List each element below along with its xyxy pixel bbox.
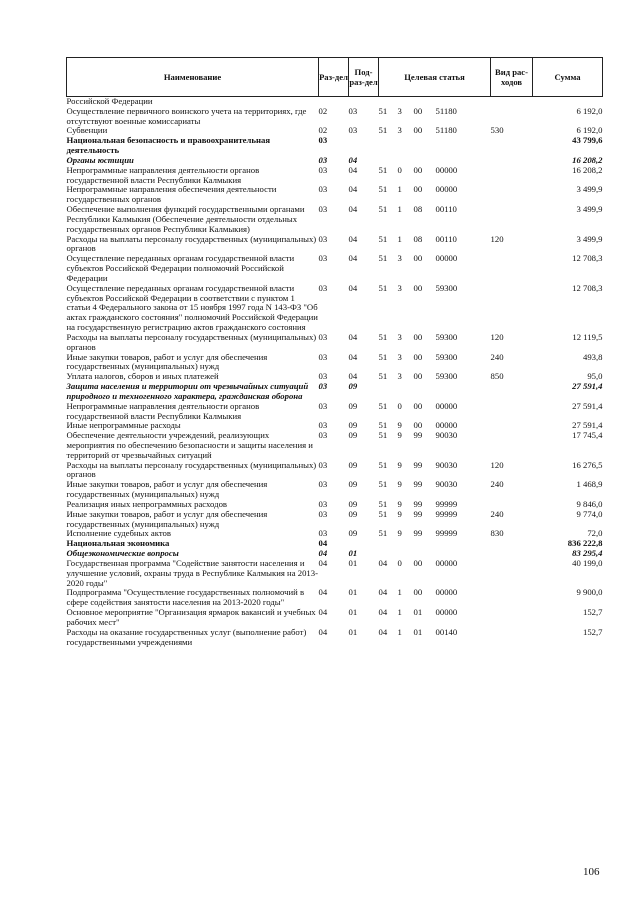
table-row [67, 254, 603, 283]
row-target-direction: 00000 [435, 420, 458, 431]
row-expense-type: 530 [490, 125, 504, 136]
table-row [67, 588, 603, 608]
row-sum: 1 468,9 [576, 479, 603, 490]
row-target-direction: 59300 [435, 371, 458, 382]
header-target: Целевая статья [379, 58, 491, 97]
row-target-event: 08 [413, 204, 423, 215]
row-expense-type [491, 431, 533, 460]
row-target-event: 99 [413, 459, 423, 470]
page-number: 106 [583, 866, 600, 878]
row-target-event: 08 [413, 233, 423, 244]
row-target-program: 51 [378, 331, 388, 342]
row-target-subprogram: 1 [397, 204, 402, 215]
row-target-direction: 00000 [435, 557, 458, 568]
row-podrazdel: 04 [348, 331, 358, 342]
row-expense-type [491, 382, 533, 402]
row-expense-type: 240 [490, 351, 504, 362]
row-target-subprogram: 9 [397, 459, 402, 470]
row-target-direction: 00140 [435, 626, 458, 637]
row-sum: 6 192,0 [576, 125, 603, 136]
row-target-subprogram: 9 [397, 528, 402, 539]
row-target-subprogram: 3 [397, 282, 402, 293]
table-row [67, 333, 603, 353]
row-podrazdel: 04 [348, 351, 358, 362]
row-expense-type [491, 421, 533, 431]
row-target-direction: 51180 [435, 125, 457, 136]
row-name: Защита населения и территории от чрезвычайных ситуаций природного и техногенного характера, гражданская оборона [66, 381, 309, 401]
row-target-event: 99 [413, 498, 423, 509]
header-vid: Вид рас-ходов [491, 58, 533, 97]
row-expense-type [491, 97, 533, 107]
row-sum: 16 208,2 [572, 164, 603, 175]
row-target-subprogram: 0 [397, 400, 402, 411]
table-row [67, 136, 603, 156]
row-target-direction: 00000 [435, 253, 458, 264]
row-expense-type: 830 [490, 528, 504, 539]
row-expense-type [491, 107, 533, 127]
row-target-subprogram: 1 [397, 233, 402, 244]
row-sum: 16 276,5 [572, 459, 603, 470]
row-podrazdel: 09 [348, 479, 358, 490]
row-sum: 12 708,3 [572, 282, 603, 293]
row-name: Исполнение судебных актов [66, 528, 171, 539]
row-name: Национальная безопасность и правоохранительная деятельность [66, 135, 271, 156]
table-row [67, 480, 603, 500]
row-target-subprogram: 1 [397, 626, 402, 637]
row-target-event: 00 [413, 371, 423, 382]
row-razdel: 03 [318, 508, 328, 519]
row-target-subprogram: 0 [397, 557, 402, 568]
row-target-subprogram: 9 [397, 498, 402, 509]
row-name: Расходы на выплаты персоналу государственных (муниципальных) органов [66, 459, 317, 480]
row-target-direction: 99999 [435, 528, 458, 539]
row-target-program: 51 [378, 164, 388, 175]
row-name: Расходы на выплаты персоналу государственных (муниципальных) органов [66, 233, 317, 254]
row-target-program: 51 [378, 253, 388, 264]
table-row [67, 608, 603, 628]
row-expense-type [491, 608, 533, 628]
row-razdel: 03 [318, 400, 328, 411]
row-target-direction: 99999 [435, 508, 458, 519]
row-razdel: 03 [318, 233, 328, 244]
row-target-subprogram: 3 [397, 105, 402, 116]
row-sum: 43 799,6 [572, 135, 603, 146]
row-razdel: 03 [318, 371, 328, 382]
row-target-event: 00 [413, 105, 423, 116]
row-razdel: 03 [318, 528, 328, 539]
row-name: Расходы на оказание государственных услуг (выполнение работ) государственными учреждениями [66, 626, 307, 647]
row-target-program: 51 [378, 459, 388, 470]
row-name: Государственная программа "Содействие занятости населения и улучшение условий, охраны труда в Республике Калмыкия на 2013-2020 годы" [66, 557, 318, 588]
row-expense-type [491, 185, 533, 205]
row-target-program: 04 [378, 557, 388, 568]
row-target-program: 04 [378, 587, 388, 598]
row-podrazdel: 01 [348, 548, 358, 559]
row-razdel: 03 [318, 154, 328, 165]
header-name: Наименование [67, 58, 319, 97]
row-target-direction: 00000 [435, 164, 458, 175]
table-row [67, 431, 603, 460]
row-name: Субвенции [66, 125, 108, 136]
row-expense-type: 850 [490, 371, 504, 382]
row-target-event: 99 [413, 508, 423, 519]
row-target-event: 99 [413, 479, 423, 490]
row-target-event [414, 539, 436, 549]
row-target-event: 00 [413, 420, 423, 431]
row-target-subprogram: 3 [397, 253, 402, 264]
row-podrazdel: 04 [348, 154, 358, 165]
row-razdel: 03 [318, 135, 328, 146]
row-sum: 836 222,8 [567, 538, 603, 549]
row-razdel: 04 [318, 607, 328, 618]
row-sum: 40 199,0 [572, 557, 603, 568]
row-sum: 17 745,4 [572, 430, 603, 441]
row-podrazdel: 03 [348, 125, 358, 136]
row-razdel: 03 [318, 459, 328, 470]
row-target-program: 51 [378, 233, 388, 244]
row-target-program: 51 [378, 479, 388, 490]
row-target-direction [436, 382, 491, 402]
row-target-event: 00 [413, 587, 423, 598]
row-target-subprogram: 1 [397, 184, 402, 195]
row-name: Непрограммные направления деятельности органов государственной власти Республики Калмыкия [66, 164, 260, 185]
row-target-program: 51 [378, 528, 388, 539]
row-podrazdel: 04 [348, 204, 358, 215]
row-target-subprogram [398, 539, 414, 549]
row-name: Российской Федерации [66, 96, 153, 106]
table-row [67, 205, 603, 234]
row-podrazdel: 09 [348, 498, 358, 509]
row-podrazdel: 09 [348, 508, 358, 519]
row-razdel: 04 [318, 538, 328, 549]
table-row [67, 628, 603, 648]
row-target-direction: 99999 [435, 498, 458, 509]
row-sum: 83 295,4 [572, 548, 603, 559]
row-target-direction: 90030 [435, 459, 458, 470]
row-name: Расходы на выплаты персоналу государственных (муниципальных) органов [66, 331, 317, 352]
table-row [67, 185, 603, 205]
row-podrazdel: 04 [348, 233, 358, 244]
row-sum: 3 499,9 [576, 204, 603, 215]
row-razdel: 04 [318, 587, 328, 598]
row-name: Осуществление переданных органам государственной власти субъектов Российской Федерации полномочий Российской Федерации [66, 253, 295, 283]
row-sum: 6 192,0 [576, 105, 603, 116]
row-target-direction: 90030 [435, 479, 458, 490]
header-razdel: Раз-дел [319, 58, 349, 97]
table-header [67, 58, 603, 97]
row-expense-type [491, 136, 533, 156]
row-podrazdel: 04 [348, 282, 358, 293]
row-podrazdel: 09 [348, 528, 358, 539]
row-target-event: 00 [413, 400, 423, 411]
row-target-direction: 51180 [435, 105, 457, 116]
row-target-program: 51 [378, 125, 388, 136]
row-name: Обеспечение выполнения функций государственными органами Республики Калмыкия (Обеспечение деятельности отдельных государственных органов Республики Калмыкия) [66, 204, 305, 234]
row-target-event: 99 [413, 528, 423, 539]
row-target-program: 51 [378, 371, 388, 382]
row-target-direction: 00000 [435, 400, 458, 411]
row-expense-type [491, 628, 533, 648]
row-razdel: 04 [318, 626, 328, 637]
row-podrazdel: 09 [348, 459, 358, 470]
row-razdel: 02 [318, 125, 328, 136]
row-expense-type [491, 156, 533, 166]
table-body [67, 97, 603, 648]
row-target-event: 00 [413, 184, 423, 195]
table-row [67, 559, 603, 588]
row-sum: 27 591,4 [572, 420, 603, 431]
row-podrazdel: 09 [348, 430, 358, 441]
header-sum: Сумма [533, 58, 603, 97]
row-sum: 152,7 [582, 626, 603, 637]
row-target-event: 00 [413, 331, 423, 342]
row-target-program: 04 [378, 626, 388, 637]
row-sum: 3 499,9 [576, 233, 603, 244]
row-razdel: 03 [318, 420, 328, 431]
row-target-event: 99 [413, 430, 423, 441]
row-podrazdel [349, 136, 379, 156]
row-podrazdel: 04 [348, 371, 358, 382]
row-sum: 3 499,9 [576, 184, 603, 195]
row-name: Непрограммные направления деятельности органов государственной власти Республики Калмыкия [66, 400, 260, 421]
row-target-event [414, 382, 436, 402]
row-sum: 95,0 [587, 371, 603, 382]
row-expense-type [491, 549, 533, 559]
row-name: Уплата налогов, сборов и иных платежей [66, 371, 219, 382]
row-target-subprogram [398, 136, 414, 156]
row-target-subprogram: 1 [397, 587, 402, 598]
row-podrazdel: 01 [348, 557, 358, 568]
row-razdel: 03 [318, 430, 328, 441]
row-target-program: 51 [378, 420, 388, 431]
row-expense-type [491, 205, 533, 234]
row-expense-type: 240 [490, 508, 504, 519]
row-target-subprogram: 9 [397, 479, 402, 490]
row-podrazdel: 09 [348, 420, 358, 431]
row-target-direction: 00000 [435, 184, 458, 195]
row-target-program [379, 136, 398, 156]
row-target-subprogram: 0 [397, 164, 402, 175]
row-target-direction: 90030 [435, 430, 458, 441]
row-expense-type: 120 [490, 233, 504, 244]
row-sum: 16 208,2 [572, 154, 603, 165]
table-row [67, 284, 603, 333]
row-target-subprogram: 3 [397, 125, 402, 136]
row-target-direction [436, 539, 491, 549]
row-target-subprogram: 3 [397, 331, 402, 342]
row-target-event: 00 [413, 253, 423, 264]
row-razdel: 03 [318, 351, 328, 362]
row-podrazdel: 09 [348, 400, 358, 411]
row-target-program: 51 [378, 400, 388, 411]
row-sum: 9 900,0 [576, 587, 603, 598]
row-razdel: 04 [318, 557, 328, 568]
table-row [67, 107, 603, 127]
table-row [67, 353, 603, 373]
row-target-subprogram: 9 [397, 430, 402, 441]
row-sum: 9 846,0 [576, 498, 603, 509]
row-target-program: 51 [378, 184, 388, 195]
row-target-program: 04 [378, 607, 388, 618]
row-target-subprogram: 9 [397, 508, 402, 519]
row-sum: 493,8 [582, 351, 603, 362]
row-target-program: 51 [378, 498, 388, 509]
row-name: Реализация иных непрограммных расходов [66, 498, 228, 509]
row-target-event: 00 [413, 125, 423, 136]
table-row [67, 510, 603, 530]
row-sum: 12 708,3 [572, 253, 603, 264]
row-expense-type [491, 539, 533, 549]
row-target-program [379, 539, 398, 549]
row-target-program: 51 [378, 204, 388, 215]
row-expense-type [491, 284, 533, 333]
row-target-subprogram: 3 [397, 371, 402, 382]
row-target-event: 00 [413, 282, 423, 293]
table-row [67, 402, 603, 422]
row-razdel: 03 [318, 164, 328, 175]
row-name: Подпрограмма "Осуществление государственных полномочий в сфере содействия занятости населения на 2013-2020 годы" [66, 587, 305, 608]
row-target-program: 51 [378, 508, 388, 519]
row-expense-type [491, 559, 533, 588]
row-sum: 72,0 [587, 528, 603, 539]
row-target-event: 00 [413, 164, 423, 175]
row-podrazdel: 09 [348, 381, 358, 392]
row-name: Органы юстиции [66, 154, 134, 165]
row-razdel: 02 [318, 105, 328, 116]
table-row [67, 235, 603, 255]
row-razdel: 03 [318, 204, 328, 215]
row-target-event [414, 136, 436, 156]
row-target-direction: 00000 [435, 607, 458, 618]
table-row [67, 382, 603, 402]
row-name: Общеэкономические вопросы [66, 548, 179, 559]
row-target-direction: 00110 [435, 204, 457, 215]
row-expense-type [491, 588, 533, 608]
row-podrazdel: 03 [348, 105, 358, 116]
row-target-event: 00 [413, 351, 423, 362]
row-podrazdel: 04 [348, 184, 358, 195]
row-name: Основное мероприятие "Организация ярмарок вакансий и учебных рабочих мест" [66, 607, 316, 627]
row-target-subprogram [398, 382, 414, 402]
row-name: Иные закупки товаров, работ и услуг для обеспечения государственных (муниципальных) нужд [66, 479, 268, 500]
table-row [67, 461, 603, 481]
row-razdel: 03 [318, 331, 328, 342]
row-name: Непрограммные направления обеспечения деятельности государственных органов [66, 184, 277, 205]
row-target-event: 01 [413, 607, 423, 618]
row-razdel: 03 [318, 479, 328, 490]
row-expense-type [491, 254, 533, 283]
row-expense-type [491, 402, 533, 422]
row-expense-type: 240 [490, 479, 504, 490]
row-podrazdel: 01 [348, 607, 358, 618]
row-target-direction: 59300 [435, 331, 458, 342]
row-target-direction: 00110 [435, 233, 457, 244]
row-name: Иные непрограммные расходы [66, 420, 181, 431]
row-sum: 9 774,0 [576, 508, 603, 519]
row-razdel: 03 [318, 381, 328, 392]
row-target-subprogram: 3 [397, 351, 402, 362]
row-target-program: 51 [378, 351, 388, 362]
row-razdel: 03 [318, 253, 328, 264]
budget-table [66, 57, 603, 647]
row-target-program: 51 [378, 105, 388, 116]
row-razdel: 04 [318, 548, 328, 559]
table-row [67, 166, 603, 186]
row-name: Осуществление первичного воинского учета на территориях, где отсутствуют военные комиссариаты [66, 105, 307, 126]
row-target-direction: 59300 [435, 351, 458, 362]
row-target-subprogram: 1 [397, 607, 402, 618]
row-target-program [379, 382, 398, 402]
row-name: Иные закупки товаров, работ и услуг для обеспечения государственных (муниципальных) нужд [66, 508, 268, 529]
row-target-program: 51 [378, 282, 388, 293]
row-sum: 27 591,4 [572, 400, 603, 411]
row-target-direction [436, 136, 491, 156]
row-razdel: 03 [318, 498, 328, 509]
row-podrazdel: 04 [348, 253, 358, 264]
row-target-direction: 00000 [435, 587, 458, 598]
row-podrazdel: 01 [348, 587, 358, 598]
row-razdel: 03 [318, 184, 328, 195]
header-podrazdel: Под-раз-дел [349, 58, 379, 97]
row-razdel: 03 [318, 282, 328, 293]
row-name: Осуществление переданных органам государственной власти субъектов Российской Федерации в соответствии с пунктом 1 статьи 4 Федерального закона от 15 ноября 1997 года N 143-ФЗ "Об актах гражданского состояния" полномочий Российской Федерации на государственную регистрацию актов гражданского состояния [66, 282, 318, 333]
row-target-event: 01 [413, 626, 423, 637]
row-name: Обеспечение деятельности учреждений, реализующих мероприятия по обеспечению безопасности и защиты населения и территорий от чрезвычайных ситуаций [66, 430, 313, 460]
row-expense-type: 120 [490, 459, 504, 470]
row-podrazdel: 01 [348, 626, 358, 637]
row-sum: 27 591,4 [572, 381, 603, 392]
row-target-direction: 59300 [435, 282, 458, 293]
row-sum: 12 119,5 [572, 331, 603, 342]
row-expense-type [491, 166, 533, 186]
row-target-program: 51 [378, 430, 388, 441]
row-sum: 152,7 [582, 607, 603, 618]
row-expense-type: 120 [490, 331, 504, 342]
row-name: Национальная экономика [66, 538, 170, 549]
row-target-event: 00 [413, 557, 423, 568]
row-name: Иные закупки товаров, работ и услуг для обеспечения государственных (муниципальных) нужд [66, 351, 268, 372]
row-target-subprogram: 9 [397, 420, 402, 431]
row-podrazdel: 04 [348, 164, 358, 175]
